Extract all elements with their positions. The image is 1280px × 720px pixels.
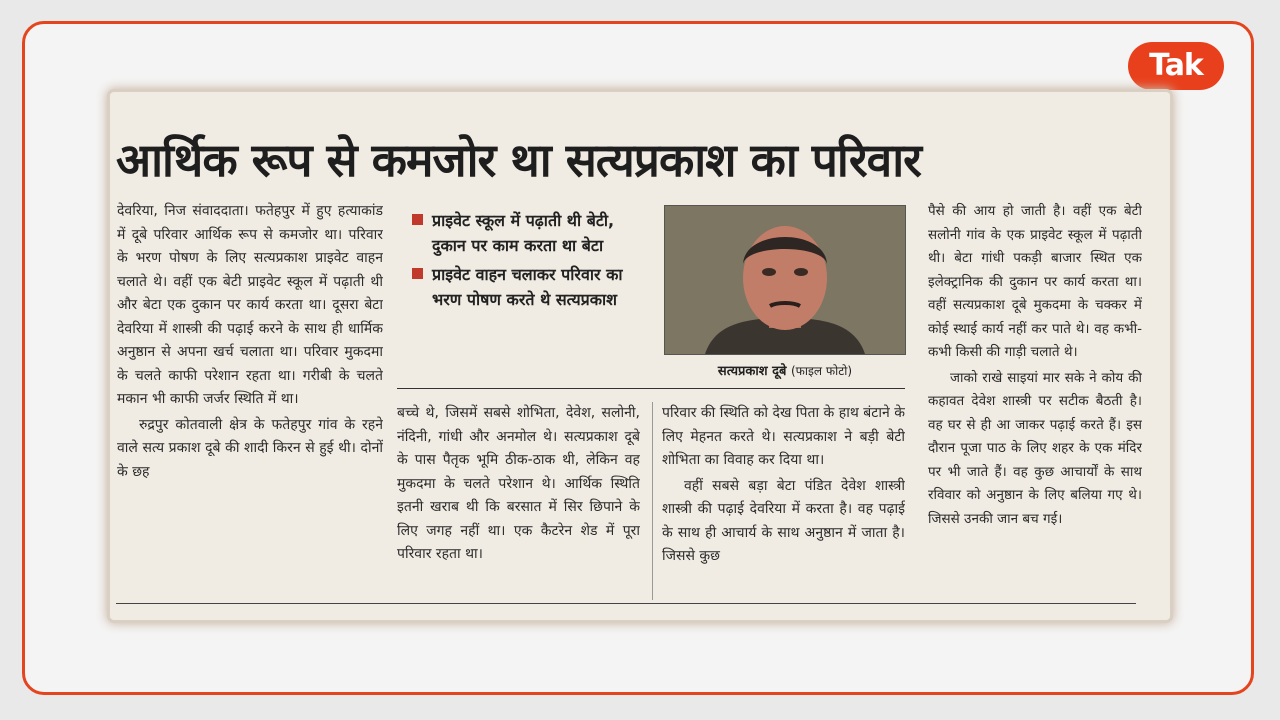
paragraph: जाको राखे साइयां मार सके ने कोय की कहावत देवेश शास्त्री पर सटीक बैठती है। वह घर से ही आ जाकर पढ़ाई करते हैं। इस दौरान पूजा पाठ के लिए शहर के एक मंदिर पर भी जाते हैं। वह कुछ आचार्यों के साथ रविवार को अनुष्ठान के लिए बलिया गए थे। जिससे उनकी जान बच गई।	[928, 369, 1142, 527]
paragraph: देवरिया, निज संवाददाता। फतेहपुर में हुए हत्याकांड में दूबे परिवार आर्थिक रूप से कमजोर था। परिवार के भरण पोषण के लिए सत्यप्रकाश प्राइवेट वाहन चलाते थे। वहीं एक बेटी प्राइवेट स्कूल में पढ़ाती थी और बेटा एक दुकान पर कार्य करता था। दूसरा बेटा देवरिया में शास्त्री की पढ़ाई करने के साथ ही धार्मिक अनुष्ठान से अपना खर्च चलाता था। परिवार मुकदमा के चलते काफी परेशान रहता था। गरीबी के चलते मकान भी काफी जर्जर स्थिति में था।	[117, 203, 383, 407]
article-headline: आर्थिक रूप से कमजोर था सत्यप्रकाश का परिवार	[116, 133, 921, 187]
highlight-text: प्राइवेट स्कूल में पढ़ाती थी बेटी, दुकान पर काम करता था बेटा	[432, 211, 615, 255]
paragraph: बच्चे थे, जिसमें सबसे शोभिता, देवेश, सलोनी, नंदिनी, गांधी और अनमोल थे। सत्यप्रकाश दूबे के पास पैतृक भूमि ठीक-ठाक थी, लेकिन वह मुकदमा के चलते परेशान थे। आर्थिक स्थिति इतनी खराब थी कि बरसात में सिर छिपाने के लिए जगह नहीं था। एक कैटरेन शेड में पूरा परिवार रहता था।	[397, 405, 640, 562]
caption-note: (फाइल फोटो)	[790, 364, 853, 378]
paragraph: परिवार की स्थिति को देख पिता के हाथ बंटाने के लिए मेहनत करते थे। सत्यप्रकाश ने बड़ी बेटी शोभिता का विवाह कर दिया था।	[662, 405, 905, 468]
article-column-4	[928, 200, 1142, 600]
portrait-illustration	[665, 206, 905, 354]
portrait-photo	[664, 205, 906, 355]
bullet-square-icon	[412, 268, 423, 279]
photo-caption	[664, 360, 906, 382]
article-column-1	[117, 200, 383, 600]
highlight-text: प्राइवेट वाहन चलाकर परिवार का भरण पोषण करते थे सत्यप्रकाश	[432, 265, 623, 309]
divider	[652, 402, 653, 600]
article-column-2	[397, 402, 640, 600]
tak-logo: Tak	[1128, 42, 1224, 90]
paragraph: पैसे की आय हो जाती है। वहीं एक बेटी सलोनी गांव के एक प्राइवेट स्कूल में पढ़ाती थी। बेटा गांधी पकड़ी बाजार स्थित एक इलेक्ट्रानिक की दुकान पर कार्य करता था। वहीं सत्यप्रकाश दूबे मुकदमा के चक्कर में कोई स्थाई कार्य नहीं कर पाते थे। वह कभी-कभी किसी की गाड़ी चलाते थे।	[928, 203, 1142, 360]
divider	[116, 603, 1136, 604]
highlight-item	[404, 208, 642, 258]
divider	[397, 388, 905, 389]
highlights-box	[404, 208, 642, 384]
highlight-item	[404, 262, 642, 312]
bullet-square-icon	[412, 214, 423, 225]
paragraph: वहीं सबसे बड़ा बेटा पंडित देवेश शास्त्री शास्त्री की पढ़ाई देवरिया में करता है। वह पढ़ाई के साथ ही आचार्य के साथ अनुष्ठान में जाता है। जिससे कुछ	[662, 477, 905, 564]
paragraph: रुद्रपुर कोतवाली क्षेत्र के फतेहपुर गांव के रहने वाले सत्य प्रकाश दूबे की शादी किरन से हुई थी। दोनों के छह	[117, 416, 383, 480]
caption-name: सत्यप्रकाश दूबे	[717, 364, 787, 379]
article-column-3	[662, 402, 905, 600]
